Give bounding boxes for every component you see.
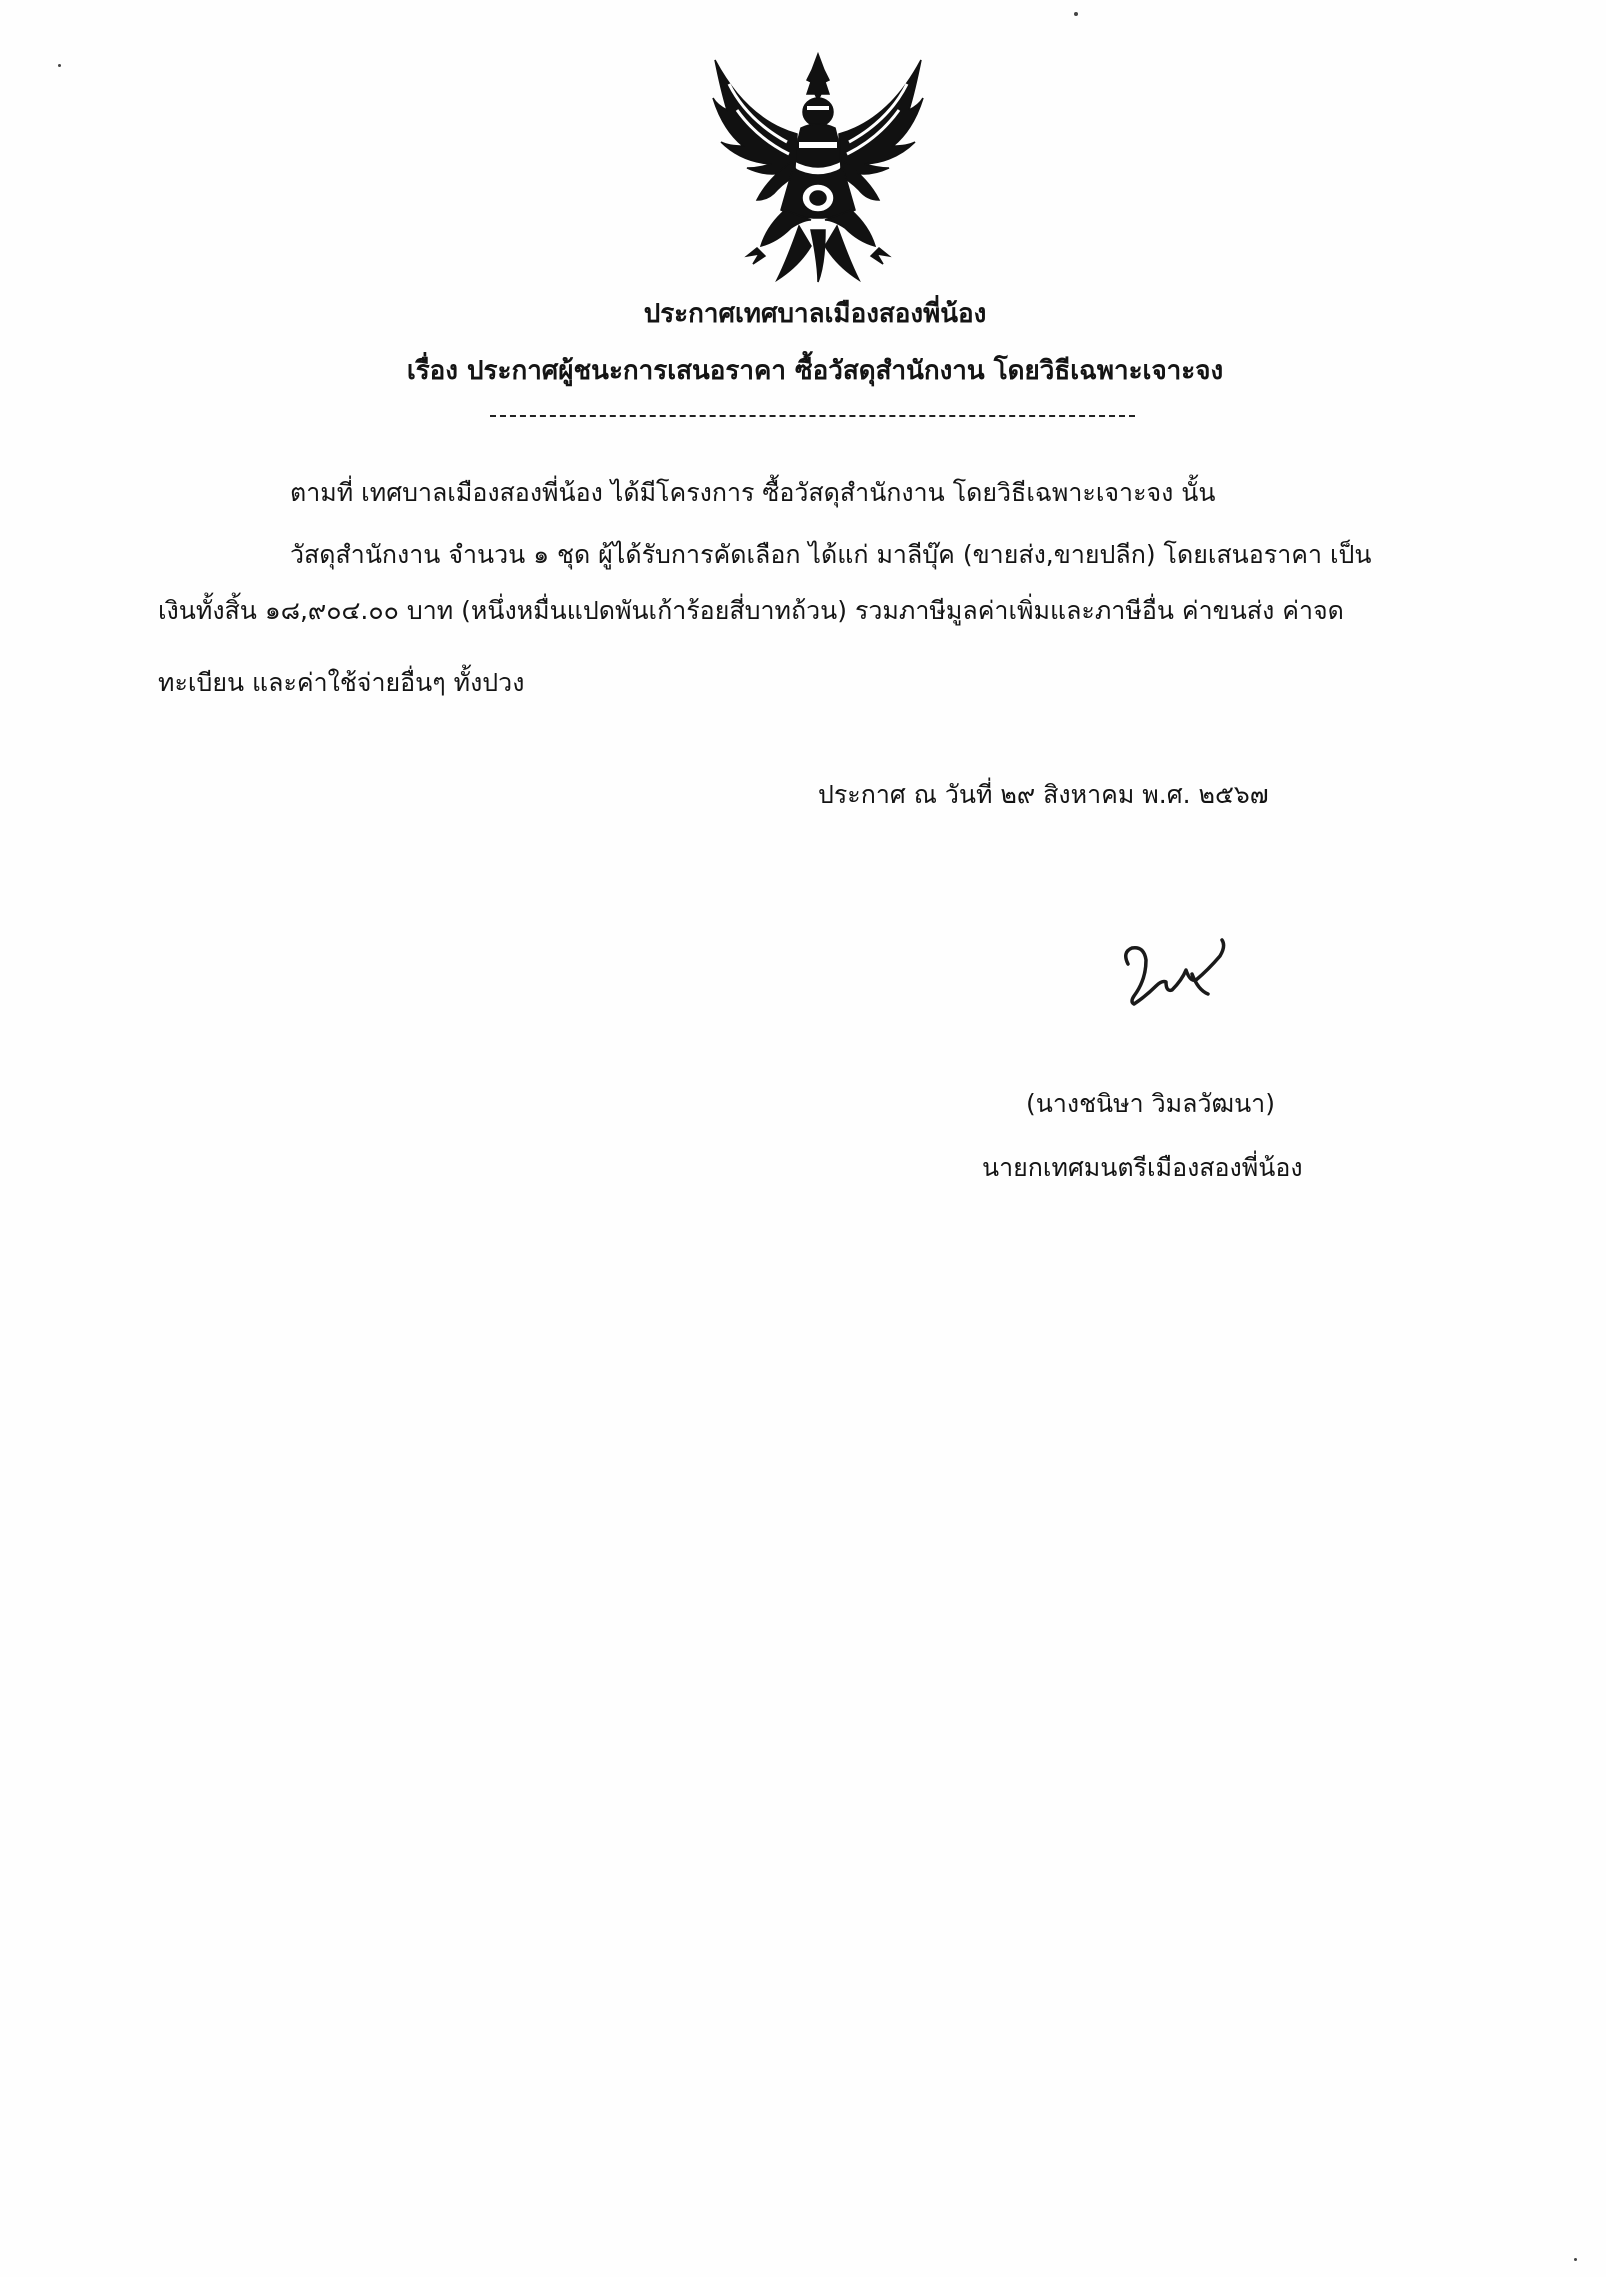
- body-line-4: ทะเบียน และค่าใช้จ่ายอื่นๆ ทั้งปวง: [158, 668, 525, 697]
- body-line-1: ตามที่ เทศบาลเมืองสองพี่น้อง ได้มีโครงการ ซื้อวัสดุสำนักงาน โดยวิธีเฉพาะเจาะจง นั้น: [290, 478, 1216, 507]
- scan-speck: [1074, 12, 1078, 16]
- signer-name: (นางชนิษา วิมลวัฒนา): [1026, 1089, 1275, 1118]
- announcement-date: ประกาศ ณ วันที่ ๒๙ สิงหาคม พ.ศ. ๒๕๖๗: [818, 780, 1269, 809]
- title-divider: [490, 415, 1135, 417]
- body-line-2: วัสดุสำนักงาน จำนวน ๑ ชุด ผู้ได้รับการคัดเลือก ได้แก่ มาลีบุ๊ค (ขายส่ง,ขายปลีก) โดยเสนอราคา เป็น: [290, 540, 1372, 569]
- signer-position: นายกเทศมนตรีเมืองสองพี่น้อง: [982, 1153, 1303, 1182]
- announcement-subject: เรื่อง ประกาศผู้ชนะการเสนอราคา ซื้อวัสดุสำนักงาน โดยวิธีเฉพาะเจาะจง: [406, 356, 1224, 386]
- body-line-3: เงินทั้งสิ้น ๑๘,๙๐๔.๐๐ บาท (หนึ่งหมื่นแปดพันเก้าร้อยสี่บาทถ้วน) รวมภาษีมูลค่าเพิ่มและภาษีอื่น ค่าขนส่ง ค่าจด: [158, 596, 1344, 625]
- garuda-emblem-icon: [707, 50, 929, 286]
- scan-speck: [1574, 2258, 1577, 2261]
- announcement-title: ประกาศเทศบาลเมืองสองพี่น้อง: [643, 299, 987, 329]
- signature-icon: [1116, 930, 1246, 1015]
- scan-speck: [58, 64, 61, 67]
